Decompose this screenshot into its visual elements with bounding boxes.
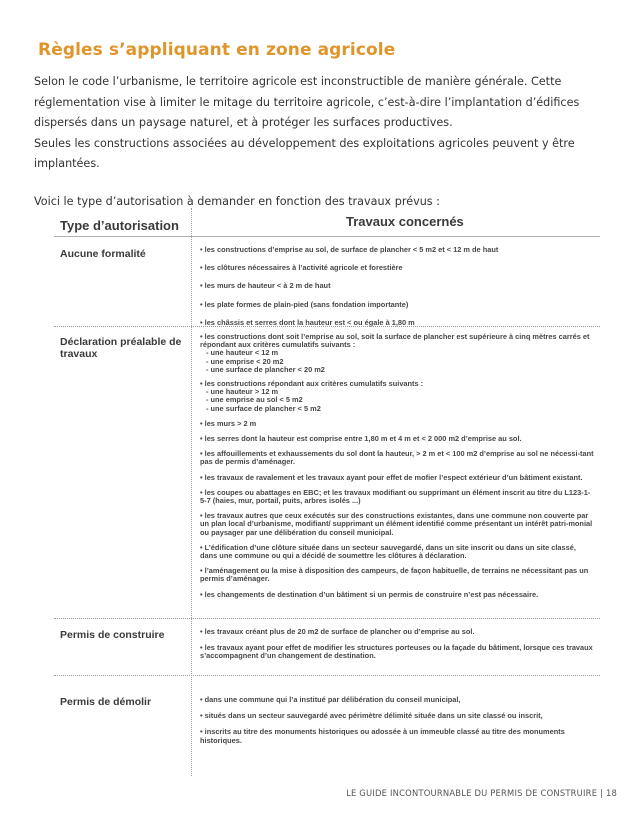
items-demolir <box>200 696 595 745</box>
header-type: Type d’autorisation <box>60 218 179 233</box>
list-item: • les clôtures nécessaires à l’activité agricole et forestière <box>200 263 403 273</box>
list-item: • les travaux créant plus de 20 m2 de surface de plancher ou d’emprise au sol. <box>200 627 475 636</box>
category-construire: Permis de construire <box>60 629 165 641</box>
intro-line: Voici le type d’autorisation à demander en fonction des travaux prévus : <box>34 194 440 208</box>
column-divider <box>191 208 192 776</box>
list-item: • les changements de destination d’un bâtiment si un permis de construire n’est pas nécessaire. <box>200 589 539 599</box>
items-aucune <box>200 246 595 327</box>
row-divider <box>54 618 600 619</box>
intro-line: Seules les constructions associées au développement des exploitations agricoles peuvent y être <box>34 136 575 150</box>
list-item: • les travaux de ravalement et les travaux ayant pour effet de mofier l’espect extérieur d’un bâtiment existant. <box>200 472 583 482</box>
header-divider <box>54 236 600 237</box>
list-item: • L’édification d’une clôture située dans un secteur sauvegardé, dans un site inscrit ou dans un site classé, dans une commune ou qui a décidé de soumettre les clôtures à déclaration. <box>200 542 576 561</box>
list-item: - une hauteur > 12 m - une emprise au sol < 5 m2 - une surface de plancher < 5 m2 <box>206 387 321 413</box>
items-construire <box>200 628 595 661</box>
intro-line: implantées. <box>34 157 100 170</box>
list-item: • les constructions dont soit l’emprise au sol, soit la surface de plancher est supérieure à cinq mètres carrés et répondant aux critères cumulatifs suivants : <box>200 332 590 350</box>
list-item: • inscrits au titre des monuments historiques ou adossée à un immeuble classé au titre des monuments historiques. <box>200 727 565 745</box>
intro-text <box>34 72 614 212</box>
row-divider <box>54 675 600 676</box>
authorization-table <box>54 208 600 776</box>
row-divider <box>54 326 600 327</box>
list-item: • les affouillements et exhaussements du sol dont la hauteur, > 2 m et < 100 m2 d’emprise au sol ne nécessi-tant pas de permis d’aménager. <box>200 449 594 467</box>
intro-line: dispersés dans un paysage naturel, et à protéger les surfaces productives. <box>34 116 453 129</box>
list-item: • situés dans un secteur sauvegardé avec périmètre délimité située dans un site classé ou inscrit, <box>200 711 543 721</box>
intro-line: Selon le code l’urbanisme, le territoire agricole est inconstructible de manière générale. Cette <box>34 75 562 88</box>
items-declaration <box>200 333 595 599</box>
list-item: • les murs de hauteur < à 2 m de haut <box>200 281 331 291</box>
list-item: • dans une commune qui l’a institué par délibération du conseil municipal, <box>200 695 461 704</box>
header-travaux: Travaux concernés <box>346 214 464 229</box>
category-demolir: Permis de démolir <box>60 696 152 708</box>
list-item: • les plate formes de plain-pied (sans fondation importante) <box>200 299 409 309</box>
list-item: • les travaux autres que ceux exécutés sur des constructions existantes, dans une commune non couverte par un plan local d’urbanisme, modifiant/ supprimant un élément identifié comme présentant un intérêt patri-monial ou paysager par une délibération du conseil municipal. <box>200 511 593 537</box>
list-item: • les travaux ayant pour effet de modifier les structures porteuses ou la façade du bâtiment, lorsque ces travaux s’accompagnent d’un changement de destination. <box>200 643 593 661</box>
category-declaration: Déclaration préalable de travaux <box>60 336 182 360</box>
list-item: • l’aménagement ou la mise à disposition des campeurs, de façon habituelle, de terrains ne nécessitant pas un permis d’aménager. <box>200 566 589 584</box>
list-item: • les constructions répondant aux critères cumulatifs suivants : <box>200 379 424 389</box>
page-title: Règles s’appliquant en zone agricole <box>38 40 396 60</box>
page-footer: LE GUIDE INCONTOURNABLE DU PERMIS DE CONSTRUIRE | 18 <box>346 788 617 798</box>
list-item: • les châssis et serres dont la hauteur est < ou égale à 1,80 m <box>200 317 415 327</box>
category-aucune: Aucune formalité <box>60 248 146 260</box>
intro-line: réglementation vise à limiter le mitage du territoire agricole, c’est-à-dire l’implantation d’édifices <box>34 95 580 109</box>
list-item: • les serres dont la hauteur est comprise entre 1,80 m et 4 m et < 2 000 m2 d’emprise au sol. <box>200 434 522 444</box>
list-item: • les murs > 2 m <box>200 418 257 428</box>
list-item: - une hauteur < 12 m - une emprise < 20 m2 - une surface de plancher < 20 m2 <box>206 348 325 374</box>
list-item: • les constructions d’emprise au sol, de surface de plancher < 5 m2 et < 12 m de haut <box>200 245 499 254</box>
list-item: • les coupes ou abattages en EBC; et les travaux modifiant ou supprimant un élément inscrit au titre du L123-1-5-7 (haies, mur, portail, puits, arbres isolés ...) <box>200 487 591 506</box>
